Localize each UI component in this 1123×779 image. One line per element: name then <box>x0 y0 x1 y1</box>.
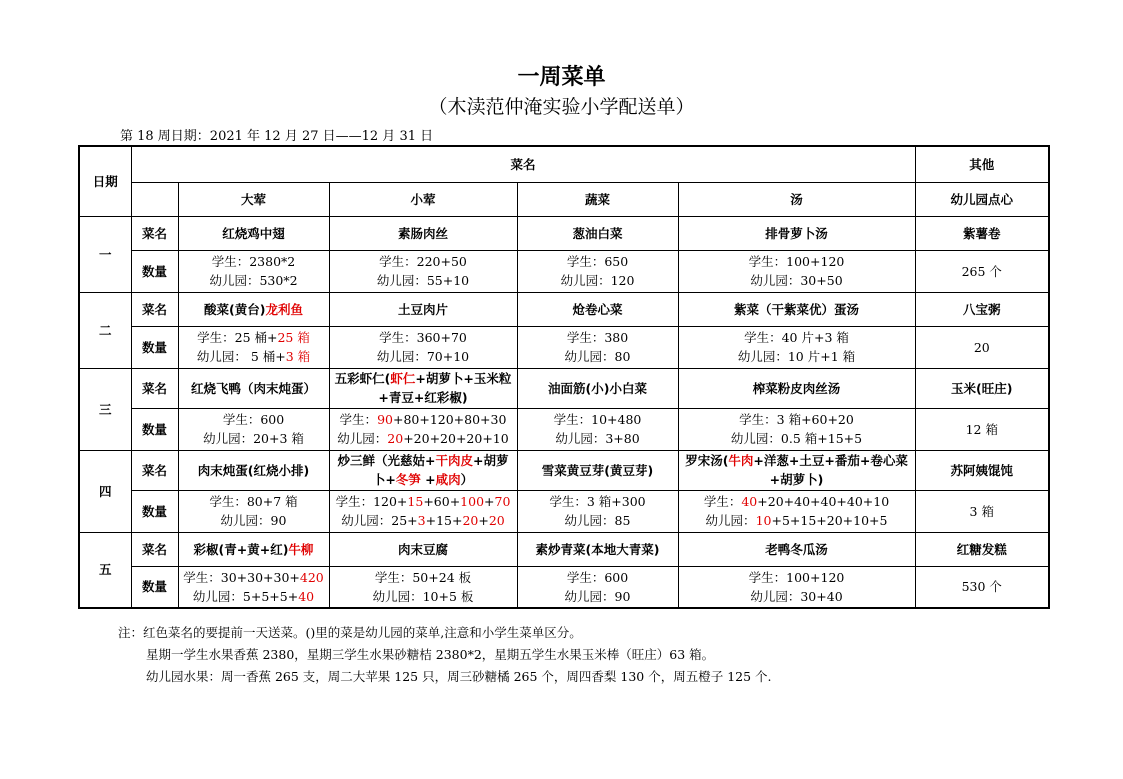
qty-small-meat <box>329 408 517 450</box>
text-segment: + <box>478 513 489 528</box>
row-label-name: 菜名 <box>131 216 178 250</box>
page-subtitle: （木渎范仲淹实验小学配送单） <box>428 96 695 118</box>
qty-line <box>520 511 676 530</box>
text-segment: 学生：3 箱+300 <box>549 494 646 509</box>
day-qty-row <box>79 408 1049 450</box>
dish-big-meat <box>178 216 329 250</box>
dish-big-meat <box>178 368 329 408</box>
text-segment: 幼儿园：10+5 板 <box>372 588 474 604</box>
qty-big-meat <box>178 490 329 532</box>
dish-vegetable <box>517 450 678 490</box>
row-label-name: 菜名 <box>131 292 178 326</box>
highlight-text: 20 <box>488 513 505 528</box>
qty-vegetable <box>517 408 678 450</box>
qty-line <box>520 328 676 347</box>
dish-small-meat <box>329 216 517 250</box>
header-vegetable: 蔬菜 <box>517 182 678 216</box>
day-label: 二 <box>79 292 131 368</box>
row-label-name: 菜名 <box>131 450 178 490</box>
page-title: 一周菜单 <box>517 65 606 90</box>
highlight-text: 20 <box>387 431 404 446</box>
qty-line <box>332 568 515 587</box>
highlight-text: 40 <box>298 588 315 604</box>
day-qty-row <box>79 250 1049 292</box>
text-segment: 学生： <box>339 412 378 427</box>
note-line: 幼儿园水果：周一香蕉 265 支，周二大苹果 125 只，周三砂糖橘 265 个，周四香梨 130 个，周五橙子 125 个. <box>146 669 772 684</box>
dish-soup <box>678 532 915 566</box>
qty-line <box>332 410 515 429</box>
text-segment: 学生： <box>703 494 742 509</box>
day-dish-row <box>79 532 1049 566</box>
day-label: 五 <box>79 532 131 608</box>
text-segment: 土豆肉片 <box>397 301 448 317</box>
dish-soup <box>678 292 915 326</box>
qty-small-meat <box>329 490 517 532</box>
text-segment: + <box>484 494 495 509</box>
qty-line <box>181 328 327 347</box>
highlight-text: 3 箱 <box>285 349 311 364</box>
qty-line <box>681 410 913 429</box>
text-segment: 紫薯卷 <box>963 225 1001 241</box>
text-segment: 幼儿园：30+50 <box>750 273 843 288</box>
text-segment: 学生：3 箱+60+20 <box>739 412 854 427</box>
row-label-qty: 数量 <box>131 490 178 532</box>
highlight-text: 100 <box>460 494 485 509</box>
qty-line <box>181 347 327 366</box>
text-segment: +80+120+80+30 <box>392 412 507 427</box>
qty-line <box>520 587 676 606</box>
text-segment: 学生：120+ <box>335 494 408 509</box>
text-segment: 学生：30+30+30+ <box>183 569 300 585</box>
qty-line <box>181 252 327 271</box>
qty-line <box>332 252 515 271</box>
highlight-text: 20 <box>462 513 479 528</box>
header-date: 日期 <box>79 146 131 216</box>
qty-line <box>918 502 1047 521</box>
highlight-text: 牛肉 <box>728 453 754 468</box>
text-segment: 学生：220+50 <box>379 254 467 269</box>
dish-vegetable <box>517 368 678 408</box>
text-segment: 油面筋(小)小白菜 <box>548 380 647 396</box>
qty-snack <box>915 566 1049 608</box>
text-segment: 老鸭冬瓜汤 <box>765 541 828 557</box>
text-segment: 学生：2380*2 <box>211 254 296 269</box>
text-segment: 玉米(旺庄) <box>951 380 1013 396</box>
text-segment: 炒三鲜（光慈姑+ <box>337 453 436 468</box>
text-segment: 幼儿园： <box>705 513 756 528</box>
text-segment: 学生：40 片+3 箱 <box>744 330 849 345</box>
text-segment: +胡萝卜+ <box>372 453 509 487</box>
qty-line <box>332 511 515 530</box>
day-qty-row <box>79 326 1049 368</box>
text-segment: +60+ <box>423 494 461 509</box>
text-segment: 幼儿园： 5 桶+ <box>196 349 286 364</box>
qty-line <box>332 271 515 290</box>
text-segment: 学生：380 <box>566 330 629 345</box>
dish-vegetable <box>517 216 678 250</box>
qty-line <box>332 587 515 606</box>
text-segment: 红烧鸡中翅 <box>222 225 285 241</box>
text-segment: 530 个 <box>961 579 1002 595</box>
qty-line <box>918 338 1047 357</box>
highlight-text: 15 <box>407 494 424 509</box>
text-segment: 学生：100+120 <box>748 254 845 269</box>
highlight-text: 龙利鱼 <box>265 301 303 317</box>
header-blank <box>131 182 178 216</box>
text-segment: 酸菜(黄台) <box>204 301 266 317</box>
text-segment: 素肠肉丝 <box>397 225 448 241</box>
dish-snack <box>915 292 1049 326</box>
text-segment: 学生：600 <box>566 569 629 585</box>
qty-line <box>681 328 913 347</box>
highlight-text: 冬笋 <box>395 472 421 487</box>
highlight-text: 虾仁 <box>390 371 416 386</box>
text-segment: ） <box>460 472 474 487</box>
qty-snack <box>915 326 1049 368</box>
qty-line <box>520 410 676 429</box>
header-dish-names: 菜名 <box>131 146 915 182</box>
qty-soup <box>678 408 915 450</box>
text-segment: 幼儿园：30+40 <box>750 588 843 604</box>
qty-line <box>681 587 913 606</box>
header-soup: 汤 <box>678 182 915 216</box>
text-segment: +20+40+40+40+10 <box>757 494 890 509</box>
qty-soup <box>678 490 915 532</box>
text-segment: 排骨萝卜汤 <box>765 225 828 241</box>
week-date-line: 第 18 周日期：2021 年 12 月 27 日——12 月 31 日 <box>120 129 434 144</box>
highlight-text: 10 <box>755 513 772 528</box>
qty-snack <box>915 408 1049 450</box>
day-label: 三 <box>79 368 131 450</box>
qty-big-meat <box>178 250 329 292</box>
row-label-qty: 数量 <box>131 408 178 450</box>
text-segment: 幼儿园：20+3 箱 <box>203 431 304 446</box>
qty-soup <box>678 566 915 608</box>
text-segment: 幼儿园：90 <box>564 588 631 604</box>
qty-line <box>520 252 676 271</box>
text-segment: 素炒青菜(本地大青菜) <box>535 541 660 557</box>
dish-big-meat <box>178 450 329 490</box>
qty-line <box>681 492 913 511</box>
qty-line <box>520 568 676 587</box>
text-segment: 幼儿园：55+10 <box>376 273 470 288</box>
qty-line <box>181 492 327 511</box>
text-segment: 幼儿园：90 <box>220 513 287 528</box>
text-segment: 葱油白菜 <box>572 225 623 241</box>
row-label-qty: 数量 <box>131 250 178 292</box>
qty-line <box>181 587 327 606</box>
dish-snack <box>915 532 1049 566</box>
text-segment: 雪菜黄豆芽(黄豆芽) <box>541 462 654 478</box>
qty-small-meat <box>329 250 517 292</box>
qty-line <box>520 347 676 366</box>
text-segment: 学生：650 <box>566 254 629 269</box>
qty-line <box>181 429 327 448</box>
day-label: 四 <box>79 450 131 532</box>
text-segment: 幼儿园：530*2 <box>209 273 298 288</box>
text-segment: 肉末豆腐 <box>397 541 448 557</box>
text-segment: 肉末炖蛋(红烧小排) <box>197 462 310 478</box>
row-label-name: 菜名 <box>131 368 178 408</box>
text-segment: 学生：360+70 <box>379 330 467 345</box>
header-small-meat: 小荤 <box>329 182 517 216</box>
qty-line <box>332 347 515 366</box>
text-segment: +洋葱+土豆+番茄+卷心菜+胡萝卜) <box>753 453 908 487</box>
highlight-text: 牛柳 <box>288 541 314 557</box>
dish-soup <box>678 450 915 490</box>
dish-small-meat <box>329 368 517 408</box>
text-segment: 紫菜（干紫菜优）蛋汤 <box>734 301 860 317</box>
dish-big-meat <box>178 532 329 566</box>
text-segment: 幼儿园：80 <box>564 349 631 364</box>
day-dish-row <box>79 368 1049 408</box>
qty-line <box>681 511 913 530</box>
qty-soup <box>678 250 915 292</box>
qty-line <box>918 262 1047 281</box>
text-segment: +胡萝卜+玉米粒+青豆+红彩椒) <box>378 371 512 405</box>
text-segment: 幼儿园：70+10 <box>376 349 470 364</box>
text-segment: 炝卷心菜 <box>572 301 623 317</box>
qty-line <box>681 252 913 271</box>
day-qty-row <box>79 490 1049 532</box>
text-segment: 265 个 <box>961 263 1002 279</box>
dish-small-meat <box>329 532 517 566</box>
qty-line <box>520 492 676 511</box>
text-segment: 幼儿园：10 片+1 箱 <box>737 349 856 364</box>
dish-snack <box>915 216 1049 250</box>
highlight-text: 40 <box>741 494 758 509</box>
dish-vegetable <box>517 292 678 326</box>
qty-line <box>332 328 515 347</box>
dish-soup <box>678 368 915 408</box>
highlight-text: 70 <box>494 494 511 509</box>
text-segment: +20+20+20+10 <box>403 431 509 446</box>
day-qty-row <box>79 566 1049 608</box>
day-dish-row <box>79 216 1049 250</box>
text-segment: 学生：80+7 箱 <box>209 494 298 509</box>
text-segment: + <box>420 472 436 487</box>
text-segment: 罗宋汤( <box>685 453 729 468</box>
highlight-text: 420 <box>299 569 324 585</box>
day-dish-row <box>79 292 1049 326</box>
highlight-text: 3 <box>417 513 426 528</box>
qty-big-meat <box>178 408 329 450</box>
text-segment: 幼儿园：0.5 箱+15+5 <box>730 431 863 446</box>
note-line: 星期一学生水果香蕉 2380，星期三学生水果砂糖桔 2380*2，星期五学生水果玉米棒（旺庄）63 箱。 <box>146 647 715 662</box>
highlight-text: 90 <box>377 412 393 427</box>
qty-line <box>332 492 515 511</box>
text-segment: 学生：10+480 <box>553 412 642 427</box>
qty-snack <box>915 250 1049 292</box>
text-segment: 幼儿园：120 <box>560 273 635 288</box>
qty-line <box>520 271 676 290</box>
dish-vegetable <box>517 532 678 566</box>
text-segment: 红烧飞鸭（肉末炖蛋） <box>190 380 316 396</box>
menu-table <box>78 145 1050 609</box>
text-segment: 20 <box>973 339 990 355</box>
day-dish-row <box>79 450 1049 490</box>
highlight-text: 25 箱 <box>277 330 310 345</box>
qty-big-meat <box>178 326 329 368</box>
dish-snack <box>915 368 1049 408</box>
text-segment: 幼儿园： <box>337 431 388 446</box>
dish-small-meat <box>329 292 517 326</box>
dish-soup <box>678 216 915 250</box>
dish-snack <box>915 450 1049 490</box>
qty-vegetable <box>517 326 678 368</box>
header-other: 其他 <box>915 146 1049 182</box>
text-segment: 彩椒(青+黄+红) <box>193 541 289 557</box>
text-segment: 榨菜粉皮肉丝汤 <box>752 380 841 396</box>
text-segment: 苏阿姨馄饨 <box>950 462 1014 478</box>
text-segment: 学生：50+24 板 <box>374 569 472 585</box>
qty-line <box>181 271 327 290</box>
qty-line <box>181 410 327 429</box>
text-segment: 五彩虾仁( <box>334 371 391 386</box>
qty-line <box>181 511 327 530</box>
text-segment: +5+15+20+10+5 <box>771 513 888 528</box>
qty-line <box>918 420 1047 439</box>
qty-vegetable <box>517 490 678 532</box>
text-segment: 幼儿园：3+80 <box>555 431 640 446</box>
highlight-text: 咸肉 <box>435 472 461 487</box>
qty-line <box>181 568 327 587</box>
text-segment: 红糖发糕 <box>956 541 1007 557</box>
text-segment: 幼儿园：25+ <box>341 513 418 528</box>
qty-line <box>520 429 676 448</box>
qty-big-meat <box>178 566 329 608</box>
note-line: 注：红色菜名的要提前一天送菜。()里的菜是幼儿园的菜单,注意和小学生菜单区分。 <box>118 625 582 640</box>
qty-soup <box>678 326 915 368</box>
row-label-qty: 数量 <box>131 326 178 368</box>
qty-vegetable <box>517 250 678 292</box>
header-snack: 幼儿园点心 <box>915 182 1049 216</box>
text-segment: 八宝粥 <box>963 301 1001 317</box>
dish-big-meat <box>178 292 329 326</box>
day-label: 一 <box>79 216 131 292</box>
qty-line <box>681 271 913 290</box>
text-segment: 幼儿园：5+5+5+ <box>192 588 299 604</box>
row-label-name: 菜名 <box>131 532 178 566</box>
notes <box>118 622 772 688</box>
dish-small-meat <box>329 450 517 490</box>
qty-snack <box>915 490 1049 532</box>
qty-line <box>681 347 913 366</box>
qty-line <box>681 429 913 448</box>
text-segment: 3 箱 <box>969 503 994 519</box>
row-label-qty: 数量 <box>131 566 178 608</box>
text-segment: 学生：600 <box>222 412 285 427</box>
qty-small-meat <box>329 326 517 368</box>
text-segment: 12 箱 <box>965 421 998 437</box>
highlight-text: 干肉皮 <box>435 453 473 468</box>
qty-small-meat <box>329 566 517 608</box>
qty-line <box>332 429 515 448</box>
text-segment: 学生：100+120 <box>748 569 845 585</box>
qty-line <box>681 568 913 587</box>
qty-vegetable <box>517 566 678 608</box>
text-segment: +15+ <box>425 513 463 528</box>
header-big-meat: 大荤 <box>178 182 329 216</box>
text-segment: 幼儿园：85 <box>564 513 631 528</box>
qty-line <box>918 577 1047 596</box>
text-segment: 学生：25 桶+ <box>197 330 278 345</box>
